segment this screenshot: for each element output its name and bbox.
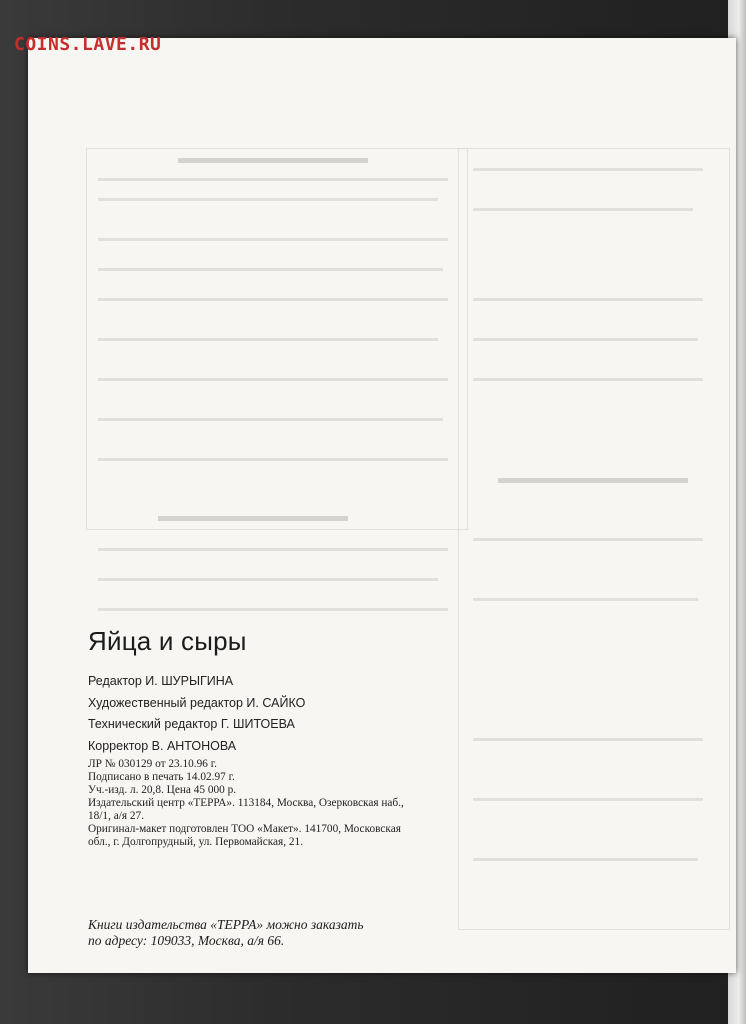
signed-date: Подписано в печать 14.02.97 г.: [88, 771, 235, 783]
bleed-through-line: [473, 338, 698, 341]
publisher-info: [88, 797, 448, 823]
credit-art-editor: Художественный редактор И. САЙКО: [88, 695, 306, 710]
order-info-line-1: Книги издательства «ТЕРРА» можно заказать: [88, 917, 364, 932]
credits-block: [88, 672, 448, 758]
bleed-through-line: [473, 798, 703, 801]
layout-line-1: Оригинал-макет подготовлен ТОО «Макет». 141700, Московская: [88, 823, 401, 835]
layout-info: [88, 823, 448, 849]
bleed-through-line: [98, 608, 448, 611]
bleed-through-line: [98, 198, 438, 201]
bleed-through-line: [473, 298, 703, 301]
bleed-through-line: [98, 268, 443, 271]
book-title: Яйца и сыры: [88, 626, 247, 656]
publication-info: [88, 758, 448, 797]
layout-line-2: обл., г. Долгопрудный, ул. Первомайская, 21.: [88, 836, 304, 848]
bleed-through-line: [473, 538, 703, 541]
license-number: ЛР № 030129 от 23.10.96 г.: [88, 758, 217, 770]
bleed-through-line: [98, 548, 448, 551]
publisher-line-1: Издательский центр «ТЕРРА». 113184, Москва, Озерковская наб.,: [88, 797, 404, 809]
bleed-through-heading: [158, 516, 348, 521]
bleed-through-line: [98, 378, 448, 381]
bleed-through-line: [98, 418, 443, 421]
bleed-through-line: [98, 578, 438, 581]
bleed-through-line: [473, 598, 698, 601]
bleed-through-line: [473, 168, 703, 171]
credit-editor: Редактор И. ШУРЫГИНА: [88, 674, 234, 688]
bleed-through-line: [473, 208, 693, 211]
credit-technical-editor: Технический редактор Г. ШИТОЕВА: [88, 717, 295, 731]
sheets-and-price: Уч.-изд. л. 20,8. Цена 45 000 р.: [88, 784, 237, 796]
bleed-through-line: [98, 178, 448, 181]
bleed-through-line: [473, 378, 703, 381]
watermark-text: COINS.LAVE.RU: [14, 34, 162, 55]
bleed-through-heading: [498, 478, 688, 483]
order-info: [88, 917, 408, 949]
bleed-through-line: [98, 298, 448, 301]
credit-proofreader: Корректор В. АНТОНОВА: [88, 738, 237, 753]
bleed-through-line: [98, 238, 448, 241]
bleed-through-line: [98, 458, 448, 461]
order-info-line-2: по адресу: 109033, Москва, а/я 66.: [88, 933, 285, 948]
publisher-line-2: 18/1, а/я 27.: [88, 810, 145, 822]
bleed-through-heading: [178, 158, 368, 163]
bleed-through-line: [98, 338, 438, 341]
bleed-through-line: [473, 858, 698, 861]
bleed-through-line: [473, 738, 703, 741]
